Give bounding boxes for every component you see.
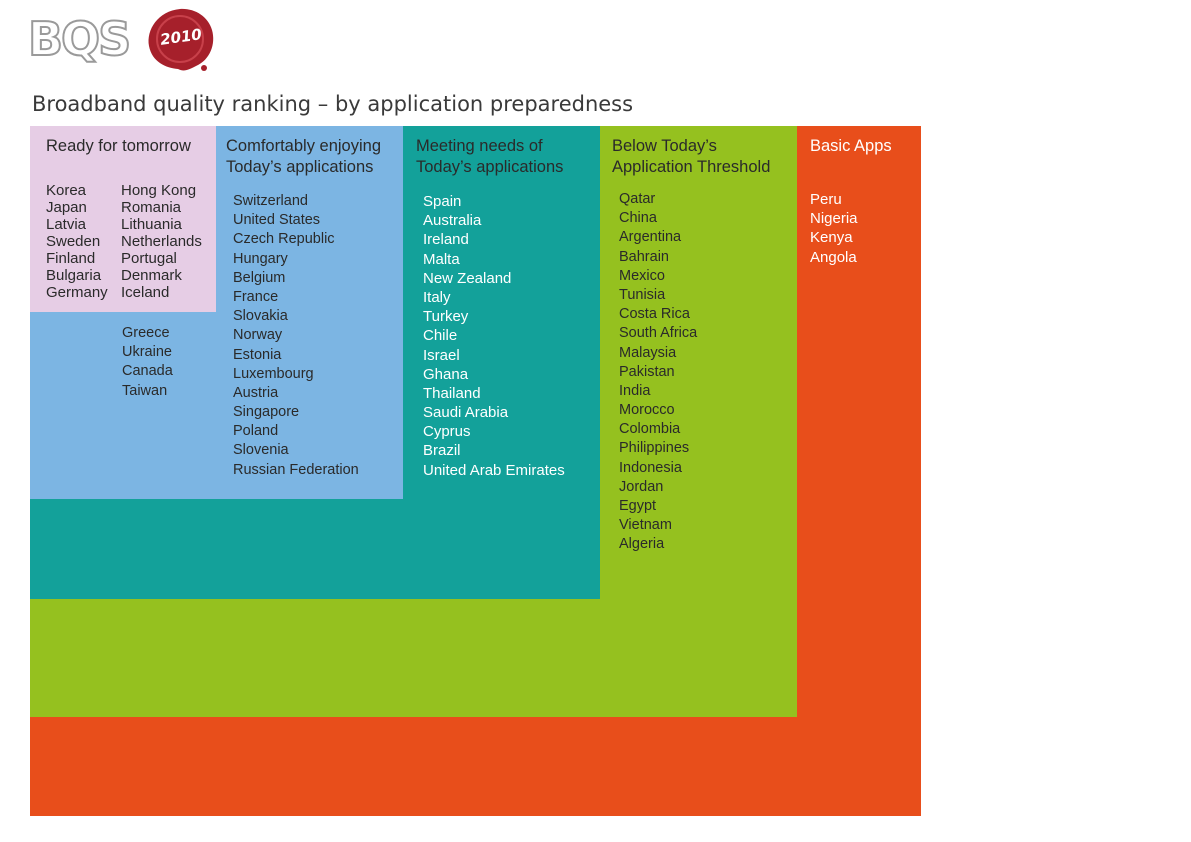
list-item: Cyprus: [423, 423, 471, 441]
list-item: Vietnam: [619, 517, 672, 534]
list-item: Bulgaria: [46, 267, 102, 284]
list-item: Australia: [423, 212, 482, 230]
list-item: Indonesia: [619, 459, 682, 476]
list-item: Qatar: [619, 191, 656, 207]
list-item: Greece: [122, 325, 170, 341]
logo-year: 2010: [159, 25, 203, 49]
list-item: Luxembourg: [233, 365, 314, 382]
meeting-needs-header: [416, 136, 563, 178]
list-item: Estonia: [233, 346, 282, 363]
list-item: Saudi Arabia: [423, 404, 509, 422]
meeting-needs-list: [423, 192, 565, 480]
list-item: Italy: [423, 288, 451, 306]
list-item: Israel: [423, 346, 460, 364]
list-item: Nigeria: [810, 210, 858, 228]
header-line: Comfortably enjoying: [226, 137, 381, 155]
header-line: Meeting needs of: [416, 137, 543, 155]
list-item: Philippines: [619, 440, 690, 457]
comfortably-enjoying-header: [226, 136, 381, 178]
list-item: Lithuania: [121, 216, 182, 233]
basic-apps-list: [810, 190, 858, 267]
header-line: Today’s applications: [226, 158, 374, 176]
list-item: New Zealand: [423, 269, 512, 287]
list-item: Norway: [233, 327, 283, 344]
list-item: Malta: [423, 250, 460, 268]
list-item: Germany: [46, 284, 108, 301]
list-item: Hungary: [233, 250, 288, 267]
header-line: Basic Apps: [810, 137, 892, 155]
list-item: Morocco: [619, 402, 675, 419]
list-item: Slovenia: [233, 442, 289, 459]
list-item: Slovakia: [233, 308, 288, 325]
list-item: Spain: [423, 193, 462, 210]
header-line: Today’s applications: [416, 158, 564, 176]
list-item: Algeria: [619, 536, 665, 553]
list-item: Czech Republic: [233, 231, 335, 248]
list-item: Ukraine: [122, 344, 172, 361]
ready-for-tomorrow-list-overflow: [122, 324, 173, 401]
list-item: Switzerland: [233, 193, 308, 209]
list-item: Turkey: [423, 308, 469, 326]
list-item: Chile: [423, 327, 458, 345]
list-item: Pakistan: [619, 363, 675, 380]
ready-for-tomorrow-list-col2: [121, 182, 202, 301]
list-item: Colombia: [619, 421, 681, 438]
list-item: Korea: [46, 182, 87, 199]
list-item: United States: [233, 212, 321, 229]
list-item: Kenya: [810, 229, 853, 247]
list-item: Malaysia: [619, 344, 677, 361]
list-item: Canada: [122, 363, 173, 380]
list-item: Finland: [46, 250, 96, 267]
list-item: Belgium: [233, 269, 286, 286]
header-line: Below Today’s: [612, 137, 717, 155]
list-item: Egypt: [619, 498, 657, 514]
list-item: Portugal: [121, 250, 177, 267]
logo-wordmark: BQS: [28, 12, 130, 66]
bqs-logo: [28, 6, 218, 72]
list-item: Hong Kong: [121, 182, 197, 199]
list-item: Sweden: [46, 233, 101, 250]
list-item: Costa Rica: [619, 306, 690, 323]
list-item: Japan: [46, 199, 87, 216]
list-item: Romania: [121, 199, 182, 216]
basic-apps-header: [810, 136, 892, 157]
list-item: Ireland: [423, 231, 469, 249]
page-title: Broadband quality ranking – by application preparedness: [32, 92, 634, 116]
list-item: Austria: [233, 384, 279, 401]
list-item: Iceland: [121, 284, 170, 301]
list-item: Netherlands: [121, 233, 202, 250]
below-threshold-list: [619, 190, 697, 555]
list-item: France: [233, 288, 279, 305]
header-line: Ready for tomorrow: [46, 137, 191, 155]
comfortably-enjoying-list: [233, 192, 359, 480]
list-item: Tunisia: [619, 286, 666, 303]
list-item: India: [619, 382, 651, 399]
list-item: Taiwan: [122, 382, 168, 399]
ready-for-tomorrow-header: [46, 136, 191, 157]
list-item: Poland: [233, 423, 279, 440]
list-item: Brazil: [423, 442, 461, 460]
below-threshold-header: [612, 136, 770, 178]
list-item: Singapore: [233, 404, 300, 421]
list-item: Argentina: [619, 229, 682, 246]
list-item: Peru: [810, 191, 842, 208]
list-item: Thailand: [423, 384, 481, 402]
list-item: Ghana: [423, 365, 469, 383]
list-item: China: [619, 210, 657, 227]
list-item: Jordan: [619, 478, 664, 495]
ready-for-tomorrow-list-col1: [46, 182, 108, 301]
list-item: Bahrain: [619, 248, 669, 265]
list-item: United Arab Emirates: [423, 461, 565, 479]
list-item: South Africa: [619, 325, 698, 342]
list-item: Mexico: [619, 267, 665, 284]
header-line: Application Threshold: [612, 158, 771, 176]
list-item: Angola: [810, 248, 857, 266]
list-item: Russian Federation: [233, 461, 359, 478]
list-item: Denmark: [121, 267, 182, 284]
list-item: Latvia: [46, 216, 87, 233]
